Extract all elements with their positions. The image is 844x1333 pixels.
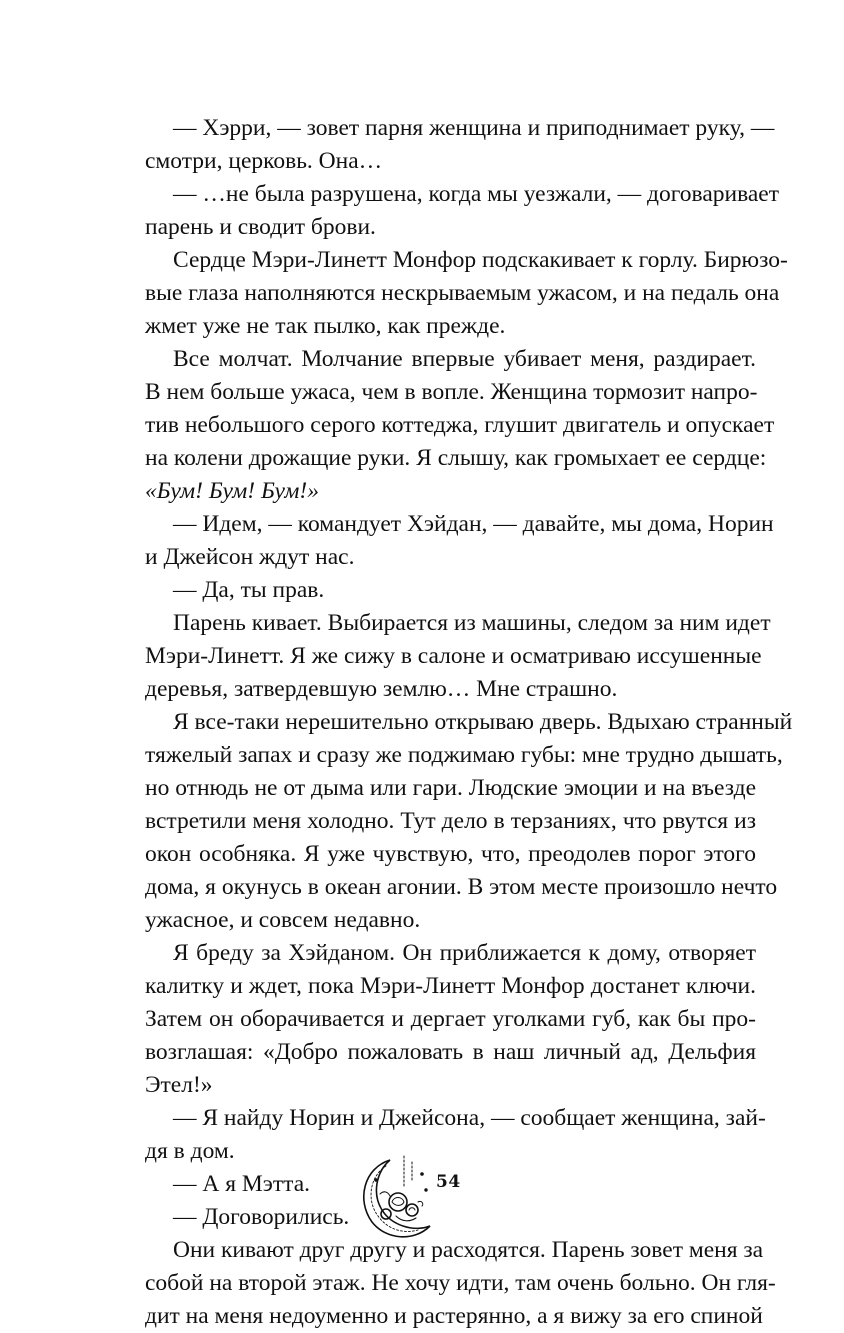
text-line: окон особняка. Я уже чувствую, что, преодолев порог этого bbox=[145, 841, 756, 867]
moon-ornament-icon bbox=[352, 1150, 448, 1246]
text-line: Затем он оборачивается и дергает уголками губ, как бы про- bbox=[145, 1006, 756, 1032]
text-line: — Идем, — командует Хэйдан, — давайте, мы дома, Норин bbox=[173, 511, 774, 537]
text-line: Я все-таки нерешительно открываю дверь. Вдыхаю странный bbox=[173, 709, 793, 735]
text-line: собой на второй этаж. Не хочу идти, там очень больно. Он гля- bbox=[145, 1270, 776, 1296]
text-line: — Хэрри, — зовет парня женщина и приподнимает руку, — bbox=[173, 115, 775, 141]
text-line: смотри, церковь. Она… bbox=[145, 148, 383, 174]
text-line: но отнюдь не от дыма или гари. Людские эмоции и на въезде bbox=[145, 775, 756, 801]
text-line: — Договорились. bbox=[173, 1204, 350, 1230]
text-line: — А я Мэтта. bbox=[173, 1171, 311, 1197]
text-line: Парень кивает. Выбирается из машины, следом за ним идет bbox=[173, 610, 771, 636]
text-line: возглашая: «Добро пожаловать в наш личный ад, Дельфия bbox=[145, 1039, 756, 1065]
body-text bbox=[145, 112, 793, 1333]
text-line: Они кивают друг другу и расходятся. Парень зовет меня за bbox=[173, 1237, 764, 1263]
text-line: и Джейсон ждут нас. bbox=[145, 544, 355, 570]
text-line: дома, я окунусь в океан агонии. В этом месте произошло нечто bbox=[145, 874, 778, 900]
text-line: Этел!» bbox=[145, 1072, 213, 1098]
text-line: В нем больше ужаса, чем в вопле. Женщина тормозит напро- bbox=[145, 379, 758, 405]
text-line: тяжелый запах и сразу же поджимаю губы: мне трудно дышать, bbox=[145, 742, 783, 768]
text-line: — Да, ты прав. bbox=[173, 577, 325, 603]
text-line: парень и сводит брови. bbox=[145, 214, 376, 240]
text-line: Мэри-Линетт. Я же сижу в салоне и осматриваю иссушенные bbox=[145, 643, 762, 669]
text-line: Все молчат. Молчание впервые убивает меня, раздирает. bbox=[173, 346, 756, 372]
text-line: тив небольшого серого коттеджа, глушит двигатель и опускает bbox=[145, 412, 775, 438]
text-line: Я бреду за Хэйданом. Он приближается к дому, отворяет bbox=[173, 940, 756, 966]
text-line: вые глаза наполняются нескрываемым ужасом, и на педаль она bbox=[145, 280, 780, 306]
text-line: дя в дом. bbox=[145, 1138, 235, 1164]
text-line: дит на меня недоуменно и растерянно, а я вижу за его спиной bbox=[145, 1303, 763, 1329]
text-line: деревья, затвердевшую землю… Мне страшно. bbox=[145, 676, 618, 702]
text-line: — …не была разрушена, когда мы уезжали, — договаривает bbox=[173, 181, 779, 207]
text-line: Сердце Мэри-Линетт Монфор подскакивает к горлу. Бирюзо- bbox=[173, 247, 788, 273]
text-line: «Бум! Бум! Бум!» bbox=[145, 478, 319, 504]
text-line: калитку и ждет, пока Мэри-Линетт Монфор достанет ключи. bbox=[145, 973, 756, 999]
page-number: 54 bbox=[436, 1172, 461, 1192]
text-line: на колени дрожащие руки. Я слышу, как громыхает ее сердце: bbox=[145, 445, 767, 471]
text-line: встретили меня холодно. Тут дело в терзаниях, что рвутся из bbox=[145, 808, 756, 834]
text-line: — Я найду Норин и Джейсона, — сообщает женщина, зай- bbox=[173, 1105, 766, 1131]
text-line: ужасное, и совсем недавно. bbox=[145, 907, 421, 933]
text-line: жмет уже не так пылко, как прежде. bbox=[145, 313, 506, 339]
